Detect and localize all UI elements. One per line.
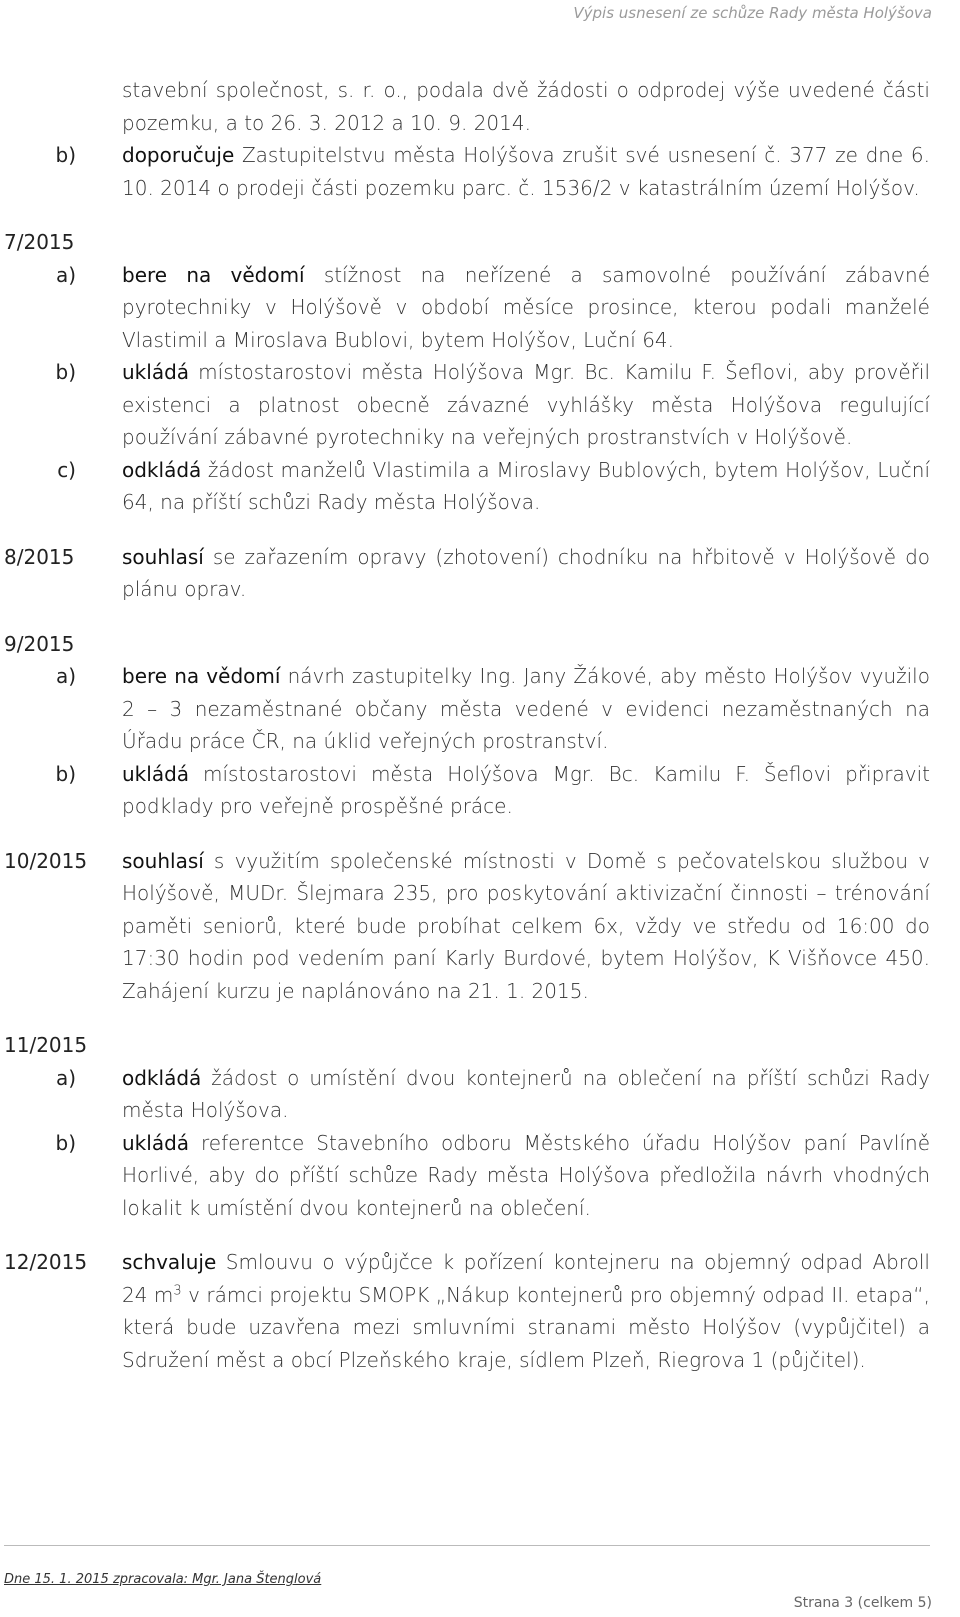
item-text xyxy=(122,660,930,758)
keyword: odkládá xyxy=(122,457,202,482)
resolution-12-2015 xyxy=(0,1246,960,1376)
item-text xyxy=(122,454,930,519)
keyword: odkládá xyxy=(122,1065,202,1090)
resolution-7-item-a xyxy=(0,259,960,357)
item-body: žádost manželů Vlastimila a Miroslavy Bublových, bytem Holýšov, Luční 64, na příští schůzi Rady města Holýšova. xyxy=(122,457,930,514)
item-body-continued: v rámci projektu SMOPK „Nákup kontejnerů pro objemný odpad II. etapa“, která bude uzavřena mezi smluvními stranami město Holýšov (vypůjčitel) a Sdružení měst a obcí Plzeňského kraje, sídlem Plzeň, Riegrova 1 (půjčitel). xyxy=(122,1282,930,1372)
item-body: referentce Stavebního odboru Městského úřadu Holýšov paní Pavlíně Horlivé, aby do příští schůze Rady města Holýšova předložila návrh vhodných lokalit k umístění dvou kontejnerů na oblečení. xyxy=(122,1130,930,1220)
continuation-paragraph xyxy=(0,74,960,139)
footer-author: Dne 15. 1. 2015 zpracovala: Mgr. Jana Štenglová xyxy=(4,1572,322,1587)
resolution-9-2015 xyxy=(0,628,960,661)
keyword: schvaluje xyxy=(122,1250,217,1274)
item-label: a) xyxy=(55,664,76,688)
superscript: 3 xyxy=(173,1282,182,1298)
resolution-11-item-a xyxy=(0,1062,960,1127)
page-number: Strana 3 (celkem 5) xyxy=(793,1595,932,1611)
resolution-11-2015 xyxy=(0,1029,960,1062)
keyword: ukládá xyxy=(122,360,190,384)
resolution-11-item-b xyxy=(0,1127,960,1225)
item-label: b) xyxy=(55,1130,76,1155)
running-header: Výpis usnesení ze schůze Rady města Holýšova xyxy=(573,4,932,22)
resolution-7-item-c xyxy=(0,454,960,519)
item-label: c) xyxy=(57,457,76,482)
item-body: Smlouvu o výpůjčce k pořízení kontejneru na objemný odpad Abroll 24 m xyxy=(122,1250,930,1307)
item-text xyxy=(122,1246,930,1376)
item-body: se zařazením opravy (zhotovení) chodníku na hřbitově v Holýšově do plánu oprav. xyxy=(122,544,930,601)
resolution-number: 10/2015 xyxy=(4,848,88,873)
item-label: b) xyxy=(55,360,76,384)
keyword: bere na vědomí xyxy=(122,664,281,688)
keyword: ukládá xyxy=(122,761,190,786)
item-text xyxy=(122,356,930,454)
item-text xyxy=(122,139,930,204)
item-body: Zastupitelstvu města Holýšova zrušit své usnesení č. 377 ze dne 6. 10. 2014 o prodeji části pozemku parc. č. 1536/2 v katastrálním území Holýšov. xyxy=(122,143,930,200)
document-body xyxy=(0,74,960,1376)
item-body: s využitím společenské místnosti v Domě s pečovatelskou službou v Holýšově, MUDr. Šlejmara 235, pro poskytování aktivizační činnosti – trénování paměti seniorů, které bude probíhat celkem 6x, vždy ve středu od 16:00 do 17:30 hodin pod vedením paní Karly Burdové, bytem Holýšov, K Višňovce 450. Zahájení kurzu je naplánováno na 21. 1. 2015. xyxy=(122,848,930,1003)
item-body: žádost o umístění dvou kontejnerů na oblečení na příští schůzi Rady města Holýšova. xyxy=(122,1065,930,1122)
keyword: ukládá xyxy=(122,1130,190,1155)
footer-divider xyxy=(4,1545,930,1546)
item-label: a) xyxy=(55,1065,76,1090)
item-text xyxy=(122,1062,930,1127)
resolution-7-item-b xyxy=(0,356,960,454)
item-text xyxy=(122,845,930,1008)
item-label: a) xyxy=(55,262,76,287)
item-label: b) xyxy=(55,761,76,786)
continuation-text: stavební společnost, s. r. o., podala dvě žádosti o odprodej výše uvedené části pozemku, a to 26. 3. 2012 a 10. 9. 2014. xyxy=(122,78,930,135)
keyword: souhlasí xyxy=(122,544,204,569)
keyword: bere na vědomí xyxy=(122,262,305,287)
resolution-9-item-a xyxy=(0,660,960,758)
resolution-number: 12/2015 xyxy=(4,1250,88,1274)
item-body: místostarostovi města Holýšova Mgr. Bc. Kamilu F. Šeflovi připravit podklady pro veřejně prospěšné práce. xyxy=(122,761,930,818)
item-body: místostarostovi města Holýšova Mgr. Bc. Kamilu F. Šeflovi, aby prověřil existenci a platnost obecně závazné vyhlášky města Holýšova regulující používání zábavné pyrotechniky na veřejných prostranstvích v Holýšově. xyxy=(122,360,930,449)
resolution-number: 9/2015 xyxy=(4,631,75,656)
keyword: doporučuje xyxy=(122,143,235,167)
item-body: stížnost na neřízené a samovolné používání zábavné pyrotechniky v Holýšově v období měsíce prosince, kterou podali manželé Vlastimil a Miroslava Bublovi, bytem Holýšov, Luční 64. xyxy=(122,262,930,352)
resolution-number: 11/2015 xyxy=(4,1033,88,1057)
resolution-10-2015 xyxy=(0,845,960,1008)
item-label: b) xyxy=(55,143,76,167)
item-text xyxy=(122,758,930,823)
resolution-number: 8/2015 xyxy=(4,544,75,569)
resolution-8-2015 xyxy=(0,541,960,606)
continuation-item-b xyxy=(0,139,960,204)
item-text xyxy=(122,1127,930,1225)
resolution-7-2015 xyxy=(0,226,960,259)
resolution-number: 7/2015 xyxy=(4,230,75,254)
item-text xyxy=(122,541,930,606)
keyword: souhlasí xyxy=(122,848,204,873)
item-body: návrh zastupitelky Ing. Jany Žákové, aby město Holýšov využilo 2 – 3 nezaměstnané občany města vedené v evidenci nezaměstnaných na Úřadu práce ČR, na úklid veřejných prostranství. xyxy=(122,664,930,753)
resolution-9-item-b xyxy=(0,758,960,823)
item-text xyxy=(122,259,930,357)
